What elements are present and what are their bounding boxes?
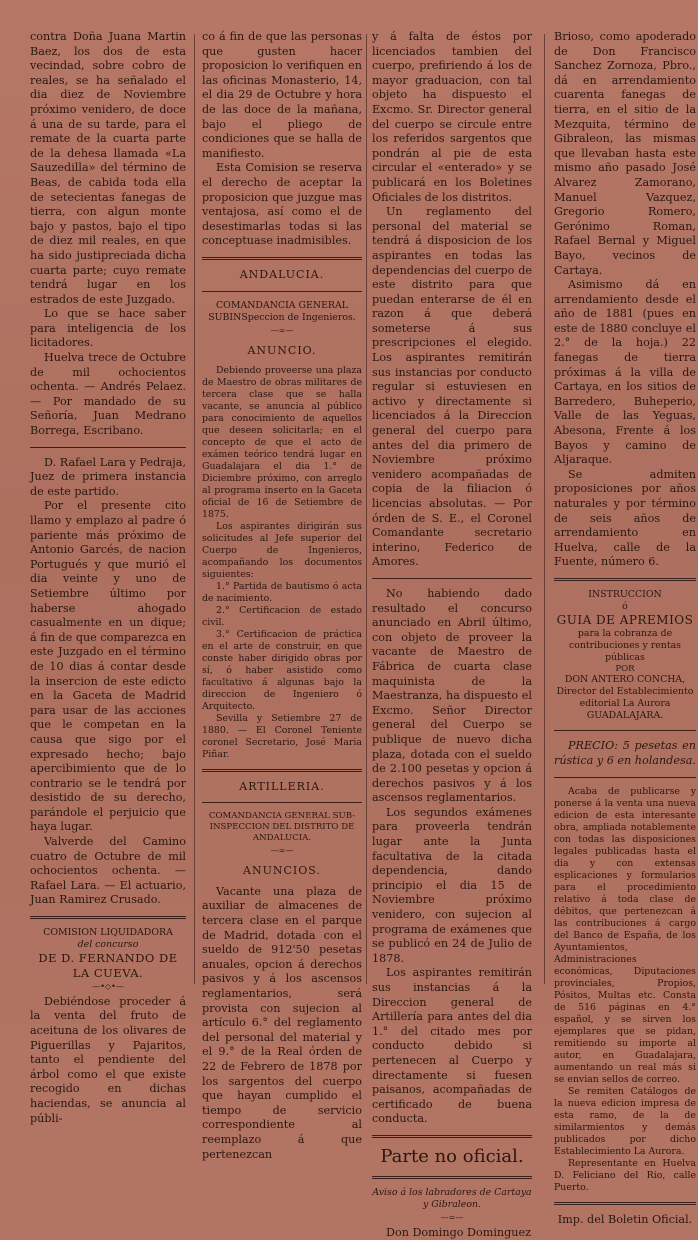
paragraph: D. Rafael Lara y Pedraja, Juez de primera instancia de este partido. [30, 455, 186, 498]
column-3 [372, 30, 532, 1239]
book-subtitle: para la cobranza de contribuciones y rentas públicas [568, 627, 681, 663]
paragraph: Acaba de publicarse y ponerse á la venta una nueva edicion de esta interesante obra, ampliada notablemente con todas las disposiciones legales publicadas hasta el dia y con extensas esplicaciones y formularios para el procedimiento relativo á toda clase de débitos, que pertenezcan á las contribuciones á cargo del Banco de España, de los Ayuntamientos, Administraciones económicas, Diputaciones provinciales, Propios, Pósitos, Multas etc. Consta de 516 páginas en 4.° español, y se sirven los ejemplares que se pidan, remitiendo su importe al autor, en Guadalajara, aumentando un real más si se envian sellos de correo. [554, 785, 696, 1085]
divider [554, 578, 696, 581]
divider [202, 257, 362, 260]
section-heading: DE D. FERNANDO DE LA CUEVA. [38, 951, 178, 980]
list-item: 3.° Certificacion de práctica en el arte de construir, en que conste haber dirigido obras por sí, ó haber asistido como facultativo á algunas bajo la direccion de Ingeniero ó Arquitecto. [202, 628, 362, 712]
column-divider [544, 34, 545, 984]
divider [554, 730, 696, 731]
section-heading: ARTILLERIA. [239, 779, 325, 793]
book-heading: GUADALAJARA. [586, 710, 664, 722]
paragraph: Los aspirantes remitirán sus instancias á la Direccion general de Artillería para antes del dia 1.° del citado mes por conducto debido si pertenecen al Cuerpo y directamente si fuesen paisanos, acompañadas de certificado de buena conducta. [372, 966, 532, 1126]
divider: —=— [270, 845, 294, 855]
paragraph: Se remiten Catálogos de la nueva edicion impresa de esta ramo, de la de similarmientos y demás publicados por dicho Establecimiento La Aurora. [554, 1085, 696, 1157]
column-2 [202, 30, 362, 1161]
column-divider [194, 34, 195, 984]
book-heading: Director del Establecimiento editorial La Aurora [556, 686, 694, 710]
section-heading: COMANDANCIA GENERAL SUBINSpeccion de Ingenieros. [208, 299, 356, 323]
section-heading: COMANDANCIA GENERAL SUB-INSPECCION DEL DISTRITO DE ANDALUCIA. [208, 811, 356, 843]
column-1 [30, 30, 186, 1125]
divider [202, 291, 362, 292]
paragraph: Los segundos exámenes para proveerla tendrán lugar ante la Junta facultativa de la citada dependencia, dando principio el dia 15 de Noviembre próximo venidero, con sujecion al programa de exámenes que se publicó en 24 de Julio de 1878. [372, 805, 532, 965]
divider [30, 916, 186, 919]
divider: —=— [270, 325, 294, 335]
divider: —•◇•— [92, 982, 124, 992]
paragraph: Don Domingo Dominguez [386, 1225, 531, 1239]
paragraph: Debiendo proveerse una plaza de Maestro de obras militares de tercera clase que se halla vacante, se anuncia al público para conocimiento de aquellos que deseen solicitarla; en el concepto de que el acto de exámen teórico tendrá lugar en Guadalajara el dia 1.° de Diciembre próximo, con arreglo al programa inserto en la Gaceta oficial de 16 de Setiembre de 1875. [202, 364, 362, 520]
divider [554, 777, 696, 778]
section-heading: COMISION LIQUIDADORA [43, 927, 173, 939]
paragraph: No habiendo dado resultado el concurso anunciado en Abril último, con objeto de proveer la vacante de Maestro de Fábrica de cuarta clase maquinista de la Maestranza, ha dispuesto el Excmo. Señor Director general del Cuerpo se publique de nuevo dicha plaza, dotada con el sueldo de 2.100 pesetas y opcion á derechos pasivos y á los ascensos reglamentarios. [372, 586, 532, 805]
price: PRECIO: 5 pesetas en rústica y 6 en holandesa. [554, 739, 696, 767]
paragraph: Los aspirantes dirigirán sus solicitudes al Jefe superior del Cuerpo de Ingenieros, acompañando los documentos siguientes: [202, 520, 362, 580]
section-heading: ANUNCIO. [247, 344, 317, 358]
section-subheading: del concurso [77, 939, 139, 951]
paragraph: Por el presente cito llamo y emplazo al padre ó pariente más próximo de Antonio Garcés, de nacion Portugués y que murió el dia veinte y uno de Setiembre último por haberse ahogado casualmente en un dique; á fin de que comparezca en este Juzgado en el término de 10 dias á contar desde la insercion de este edicto en la Gaceta de Madrid para usar de las acciones que le competan en la causa que sigo por el expresado hecho; bajo apercibimiento que de lo contrario se le tendrá por desistido de su derecho, parándole el perjuicio que haya lugar. [30, 499, 186, 834]
list-item: 1.° Partida de bautismo ó acta de nacimiento. [202, 580, 362, 604]
book-heading: POR [615, 663, 635, 674]
paragraph: Brioso, como apoderado de Don Francisco Sanchez Zornoza, Pbro., dá en arrendamiento cuarenta fanegas de tierra, en el sitio de la Mezquita, término de Gibraleon, las mismas que llevaban hasta este mismo año pasado José Alvarez Zamorano, Manuel Vazquez, Gregorio Romero, Gerónimo Roman, Rafael Bernal y Miguel Bayo, vecinos de Cartaya. [554, 30, 696, 277]
divider [30, 447, 186, 448]
divider [372, 1135, 532, 1138]
paragraph: Sevilla y Setiembre 27 de 1880. — El Coronel Teniente coronel Secretario, José Maria Piñar. [202, 712, 362, 760]
notice-heading: Aviso á los labradores de Cartaya y Gibraleon. [372, 1186, 532, 1210]
section-heading: ANUNCIOS. [243, 864, 321, 878]
paragraph: Valverde del Camino cuatro de Octubre de mil ochocientos ochenta. — Rafael Lara. — El actuario, Juan Ramirez Crusado. [30, 835, 186, 907]
paragraph: Representante en Huelva D. Feliciano del Rio, calle Puerto. [554, 1157, 696, 1193]
divider [202, 769, 362, 772]
paragraph: Huelva trece de Octubre de mil ochocientos ochenta. — Andrés Pelaez. — Por mandado de su Señoría, Juan Medrano Borrega, Escribano. [30, 351, 186, 438]
column-divider [366, 34, 367, 984]
divider [372, 1176, 532, 1179]
list-item: 2.° Certificacion de estado civil. [202, 604, 362, 628]
paragraph: Asimismo dá en arrendamiento desde el año de 1881 (pues en este de 1880 concluye el 2.° de la hoja.) 22 fanegas de tierra próximas á la villa de Cartaya, en los sitios de Barredero, Buheperio, Valle de las Yeguas, Abesona, Frente á los Bayos y camino de Aljaraque. [554, 278, 696, 467]
printer-imprint: Imp. del Boletin Oficial. [557, 1212, 693, 1226]
book-heading: INSTRUCCION [588, 588, 662, 600]
section-title: Parte no oficial. [380, 1145, 524, 1167]
paragraph: Esta Comision se reserva el derecho de aceptar la proposicion que juzgue mas ventajosa, así como el de desestimarlas todas si las conceptuase inadmisibles. [202, 161, 362, 248]
paragraph: Debiéndose proceder á la venta del fruto de aceituna de los olivares de Piguerillas y Pajaritos, tanto el pendiente del árbol como el que existe recogido en dichas haciendas, se anuncia al públi- [30, 994, 186, 1125]
divider [372, 578, 532, 579]
paragraph: Un reglamento del personal del material se tendrá á disposicion de los aspirantes en todas las dependencias del cuerpo de este distrito para que puedan enterarse de él en razon á que deberá someterse á sus prescripciones el elegido. Los aspirantes remitirán sus instancias por conducto regular si estuviesen en activo y directamente si licenciados á la Direccion general del cuerpo para antes del dia primero de Noviembre próximo venidero acompañadas de copia de la filiacion ó licencias absolutas. — Por órden de S. E., el Coronel Comandante secretario interino, Federico de Amores. [372, 205, 532, 569]
book-heading: ó [622, 600, 628, 612]
paragraph: Vacante una plaza de auxiliar de almacenes de tercera clase en el parque de Madrid, dotada con el sueldo de 912'50 pesetas anuales, opcion á derechos pasivos y á los ascensos reglamentarios, será provista con sujecion al artículo 6.° del reglamento del personal del material y el 9.° de la Real órden de 22 de Febrero de 1878 por los sargentos del cuerpo que hayan cumplido el tiempo de servicio correspondiente al reemplazo á que pertenezcan [202, 884, 362, 1161]
paragraph: Se admiten proposiciones por años naturales y por término de seis años de arrendamiento en Huelva, calle de la Fuente, número 6. [554, 467, 696, 569]
paragraph: co á fin de que las personas que gusten hacer proposicion lo verifiquen en las oficinas Monasterio, 14, el dia 29 de Octubre y hora de las doce de la mañana, bajo el pliego de condiciones que se halla de manifiesto. [202, 30, 362, 160]
book-title: GUIA DE APREMIOS [556, 612, 694, 627]
divider: —=— [440, 1212, 464, 1222]
paragraph: y á falta de éstos por licenciados tambien del cuerpo, prefiriendo á los de mayor graduacion, con tal objeto ha dispuesto el Excmo. Sr. Director general del cuerpo se circule entre los referidos sargentos que pondrán al pie de esta circular el «enterado» y se publicará en los Boletines Oficiales de los distritos. [372, 30, 532, 204]
column-4 [554, 30, 696, 1226]
paragraph: Lo que se hace saber para inteligencia de los licitadores. [30, 307, 186, 350]
book-author: DON ANTERO CONCHA, [564, 674, 686, 686]
paragraph: contra Doña Juana Martin Baez, los dos de esta vecindad, sobre cobro de reales, se ha señalado el dia diez de Noviembre próximo venidero, de doce á una de su tarde, para el remate de la cuarta parte de la dehesa llamada «La Sauzedilla» del término de Beas, de cabida toda ella de setecientas fanegas de tierra, con algun monte bajo y pastos, bajo el tipo de diez mil reales, en que ha sido justipreciada dicha cuarta parte; cuyo remate tendrá lugar en los estrados de este Juzgado. [30, 30, 186, 306]
divider [554, 1202, 696, 1205]
section-heading: ANDALUCIA. [239, 267, 325, 281]
divider [202, 802, 362, 803]
